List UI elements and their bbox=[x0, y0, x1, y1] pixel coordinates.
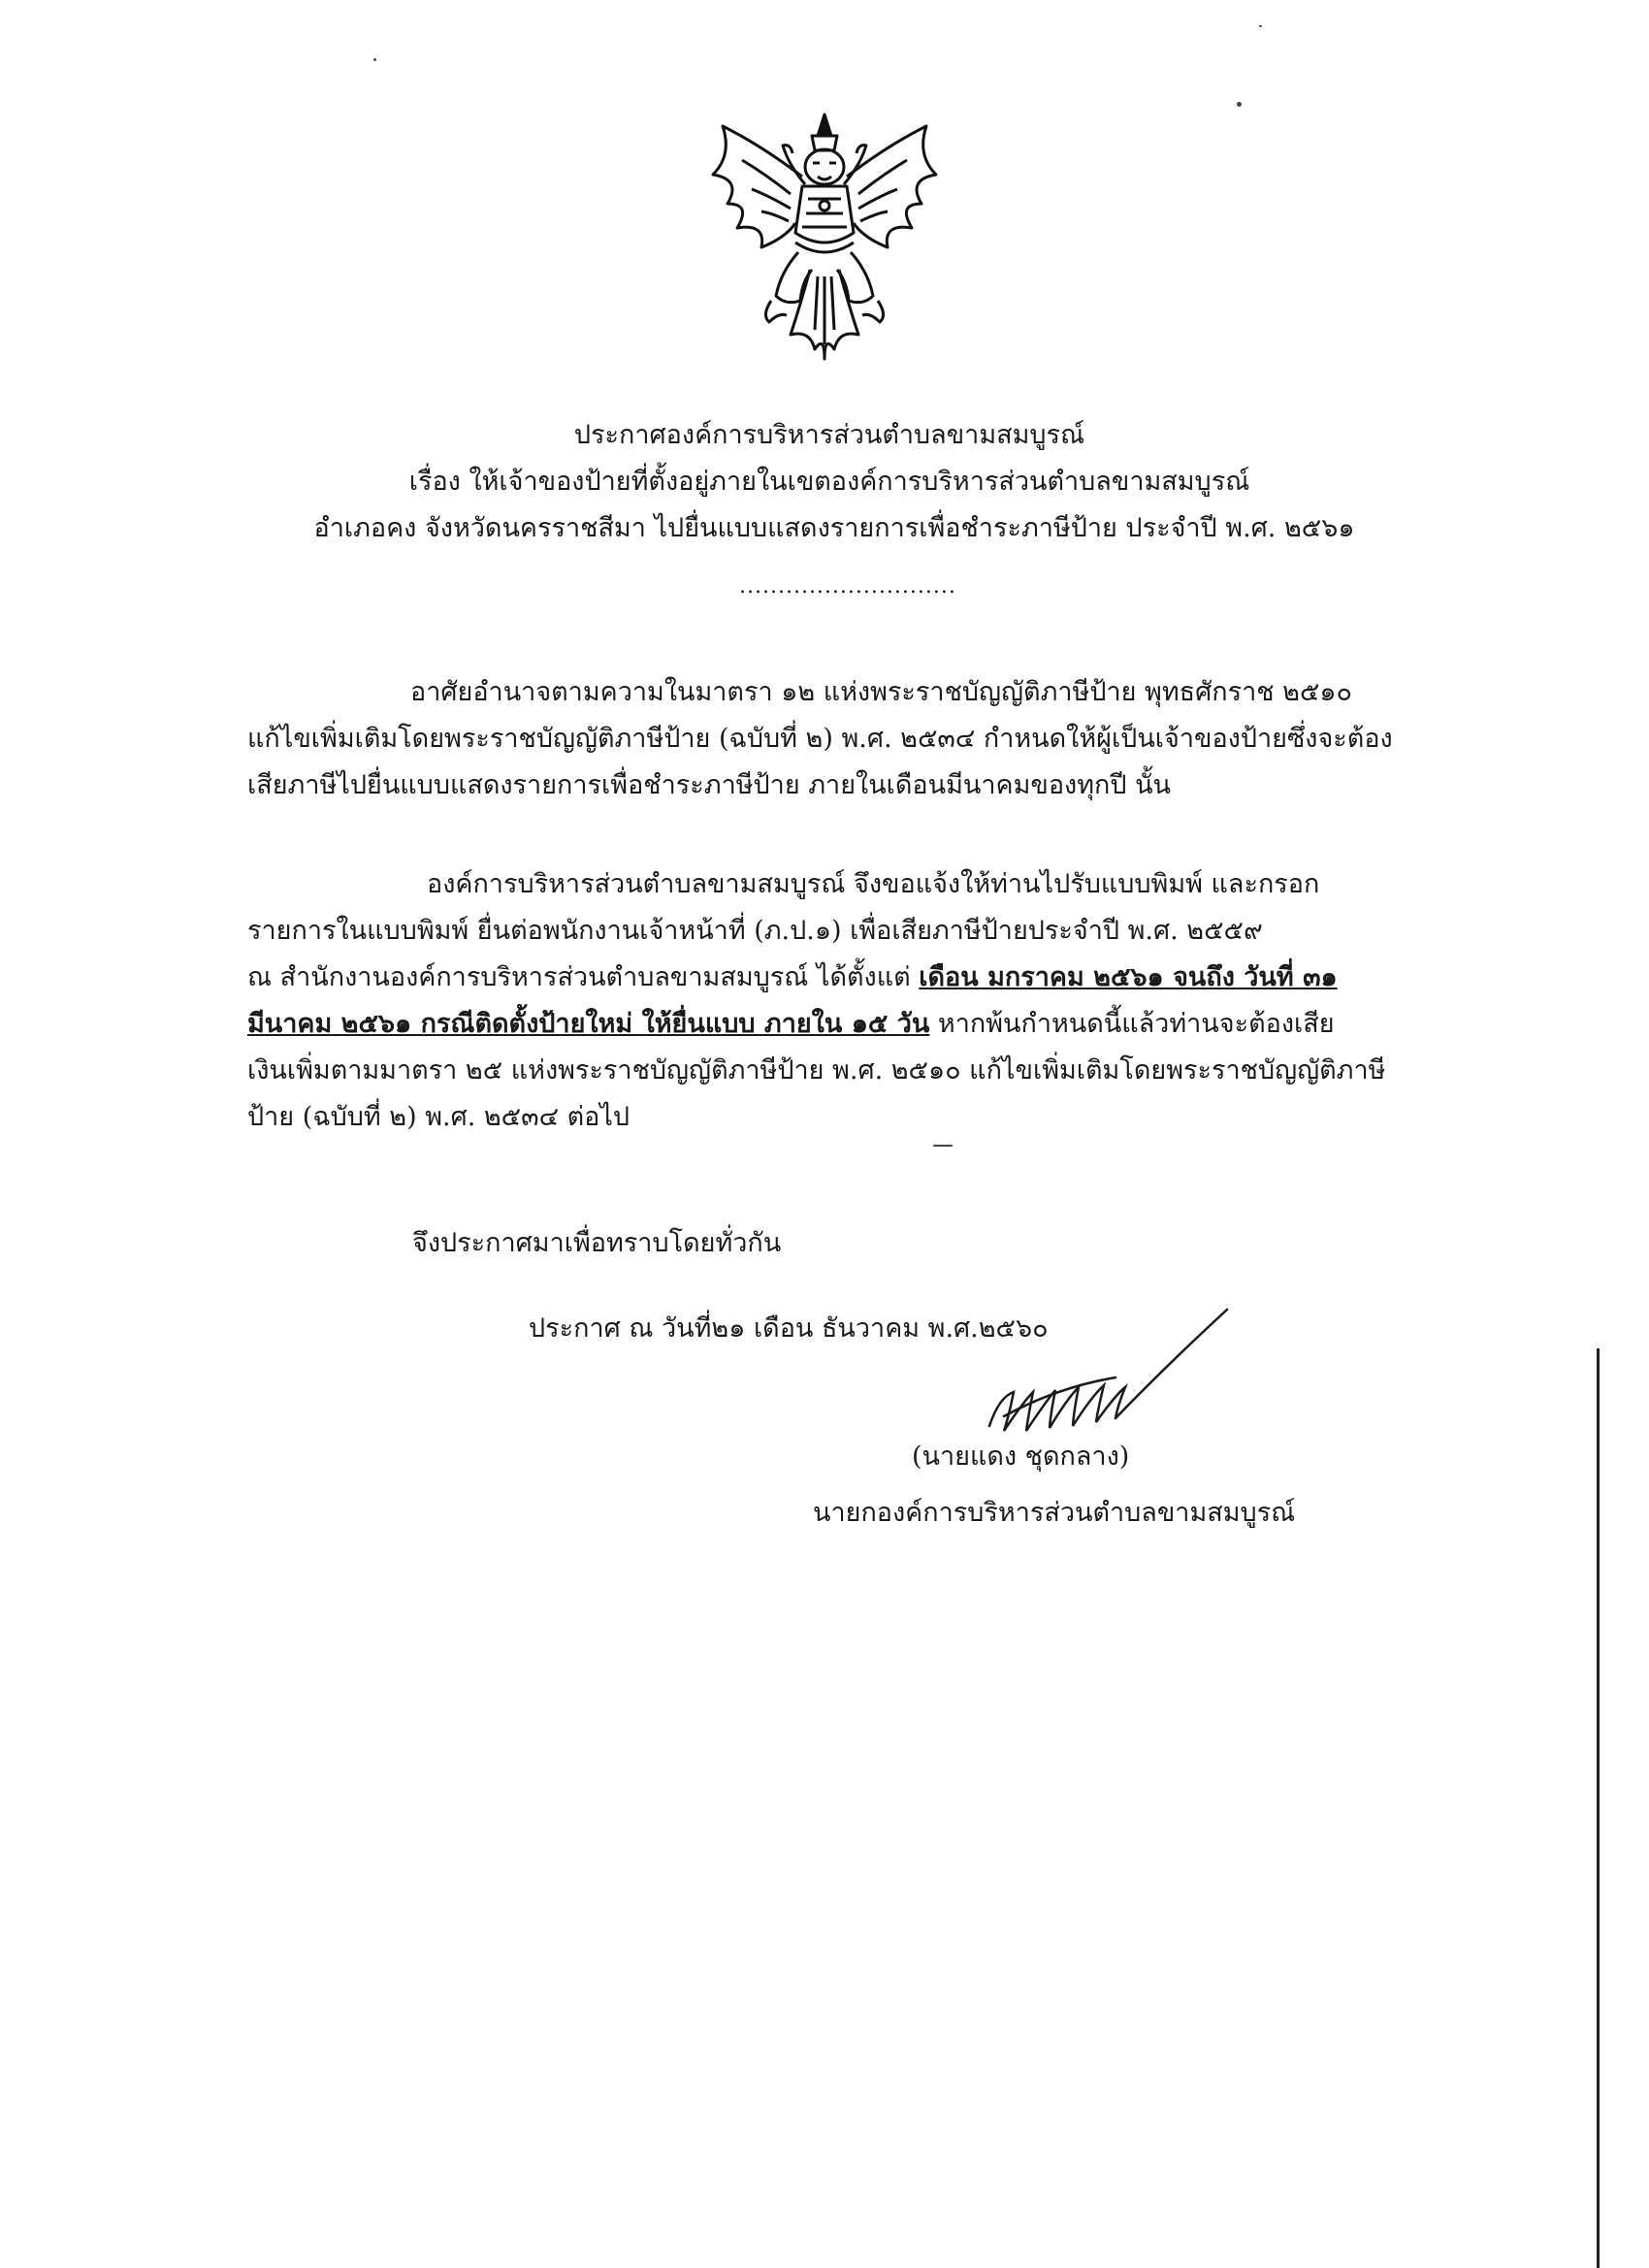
paragraph-line: องค์การบริหารส่วนตำบลขามสมบูรณ์ จึงขอแจ้งให้ท่านไปรับแบบพิมพ์ และกรอก bbox=[427, 869, 1320, 899]
header-subject: เรื่อง ให้เจ้าของป้ายที่ตั้งอยู่ภายในเขตองค์การบริหารส่วนตำบลขามสมบูรณ์ bbox=[408, 467, 1250, 497]
announcement-date: ประกาศ ณ วันที่๒๑ เดือน ธันวาคม พ.ศ.๒๕๖๐ bbox=[529, 1313, 1049, 1344]
paragraph-line: อาศัยอำนาจตามความในมาตรา ๑๒ แห่งพระราชบัญญัติภาษีป้าย พุทธศักราช ๒๕๑๐ bbox=[410, 677, 1353, 707]
scan-speck bbox=[1237, 102, 1242, 107]
paragraph-line: รายการในแบบพิมพ์ ยื่นต่อพนักงานเจ้าหน้าที่ (ภ.ป.๑) เพื่อเสียภาษีป้ายประจำปี พ.ศ. ๒๕๕๙ bbox=[247, 916, 1263, 946]
header-subject-cont: อำเภอคง จังหวัดนครราชสีมา ไปยื่นแบบแสดงรายการเพื่อชำระภาษีป้าย ประจำปี พ.ศ. ๒๕๖๑ bbox=[313, 513, 1355, 543]
signer-title: นายกองค์การบริหารส่วนตำบลขามสมบูรณ์ bbox=[813, 1498, 1296, 1528]
scan-speck bbox=[933, 1145, 953, 1147]
closing-statement: จึงประกาศมาเพื่อทราบโดยทั่วกัน bbox=[412, 1228, 782, 1258]
paragraph-line: แก้ไขเพิ่มเติมโดยพระราชบัญญัติภาษีป้าย (ฉบับที่ ๒) พ.ศ. ๒๕๓๔ กำหนดให้ผู้เป็นเจ้าของป้ายซึ่งจะต้อง bbox=[247, 724, 1393, 754]
paragraph-line bbox=[247, 955, 1421, 1001]
paragraph-text: หากพ้นกำหนดนี้แล้วท่านจะต้องเสีย bbox=[929, 1009, 1335, 1039]
scan-speck bbox=[373, 58, 376, 61]
signer-name: (นายแดง ชุดกลาง) bbox=[912, 1442, 1130, 1472]
paragraph-text: ณ สำนักงานองค์การบริหารส่วนตำบลขามสมบูรณ์ ได้ตั้งแต่ bbox=[247, 962, 920, 992]
paragraph-line bbox=[247, 1001, 1421, 1048]
scan-edge-line bbox=[1597, 1348, 1600, 2268]
header-title: ประกาศองค์การบริหารส่วนตำบลขามสมบูรณ์ bbox=[573, 420, 1085, 450]
deadline-emphasis: เดือน มกราคม ๒๕๖๑ จนถึง วันที่ ๓๑ bbox=[919, 962, 1338, 992]
garuda-emblem-icon bbox=[694, 107, 955, 369]
paragraph-line: ป้าย (ฉบับที่ ๒) พ.ศ. ๒๕๓๔ ต่อไป bbox=[247, 1102, 630, 1132]
paragraph-authority bbox=[247, 669, 1421, 809]
paragraph-line: เงินเพิ่มตามมาตรา ๒๕ แห่งพระราชบัญญัติภาษีป้าย พ.ศ. ๒๕๑๐ แก้ไขเพิ่มเติมโดยพระราชบัญญัติภาษี bbox=[247, 1055, 1386, 1085]
announcement-header bbox=[0, 412, 1649, 552]
deadline-emphasis: มีนาคม ๒๕๖๑ กรณีติดตั้งป้ายใหม่ ให้ยื่นแบบ ภายใน ๑๕ วัน bbox=[247, 1009, 930, 1039]
paragraph-notice bbox=[247, 861, 1421, 1141]
paragraph-line: เสียภาษีไปยื่นแบบแสดงรายการเพื่อชำระภาษีป้าย ภายในเดือนมีนาคมของทุกปี นั้น bbox=[247, 770, 1172, 800]
header-separator: ............................ bbox=[739, 574, 956, 599]
scan-speck bbox=[1259, 25, 1262, 27]
signature-icon bbox=[970, 1300, 1242, 1445]
